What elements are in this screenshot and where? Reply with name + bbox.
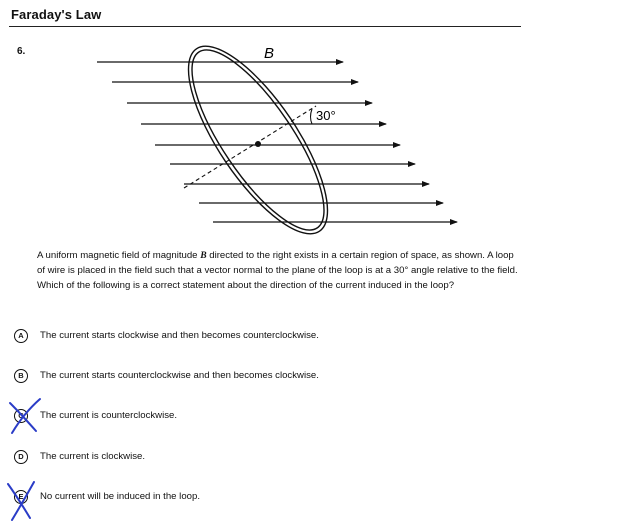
- field-symbol: B: [200, 250, 207, 261]
- choice-letter-e: E: [14, 490, 28, 504]
- field-label: B: [264, 45, 275, 62]
- normal-line: [184, 106, 316, 188]
- choice-b[interactable]: [14, 369, 434, 389]
- choice-text-b: The current starts counterclockwise and then becomes clockwise.: [40, 370, 319, 381]
- wire-loop: [164, 27, 352, 245]
- choice-c[interactable]: [14, 409, 434, 429]
- cross-out-mark: [8, 397, 48, 437]
- choice-text-d: The current is clockwise.: [40, 451, 146, 462]
- stem-intro: A uniform magnetic field of magnitude: [37, 250, 201, 261]
- header-title: Faraday's Law: [11, 7, 102, 22]
- stem-rest: directed to the right exists in a certain region of space, as shown. A loop of wire is placed in the field such that a vector normal to the plane of the loop is at a 30° angle relative to the field. Which of the following is a correct statement about the direction of the current induced in the loop?: [37, 250, 518, 291]
- loop-center-dot: [255, 141, 261, 147]
- question-stem: [37, 248, 519, 293]
- choice-text-a: The current starts clockwise and then becomes counterclockwise.: [40, 330, 319, 341]
- choice-letter-c: C: [14, 409, 28, 423]
- question-number: 6.: [17, 46, 26, 57]
- choice-text-c: The current is counterclockwise.: [40, 410, 178, 421]
- choice-letter-b: B: [14, 369, 28, 383]
- choice-letter-a: A: [14, 329, 28, 343]
- choice-letter-d: D: [14, 450, 28, 464]
- cross-out-mark: [4, 480, 44, 524]
- choice-a[interactable]: [14, 329, 434, 349]
- field-loop-diagram: [0, 0, 637, 245]
- choice-d[interactable]: [14, 450, 434, 470]
- angle-label: 30°: [316, 108, 336, 123]
- choice-e[interactable]: [14, 490, 434, 510]
- choice-text-e: No current will be induced in the loop.: [40, 491, 200, 502]
- angle-arc: [311, 109, 313, 124]
